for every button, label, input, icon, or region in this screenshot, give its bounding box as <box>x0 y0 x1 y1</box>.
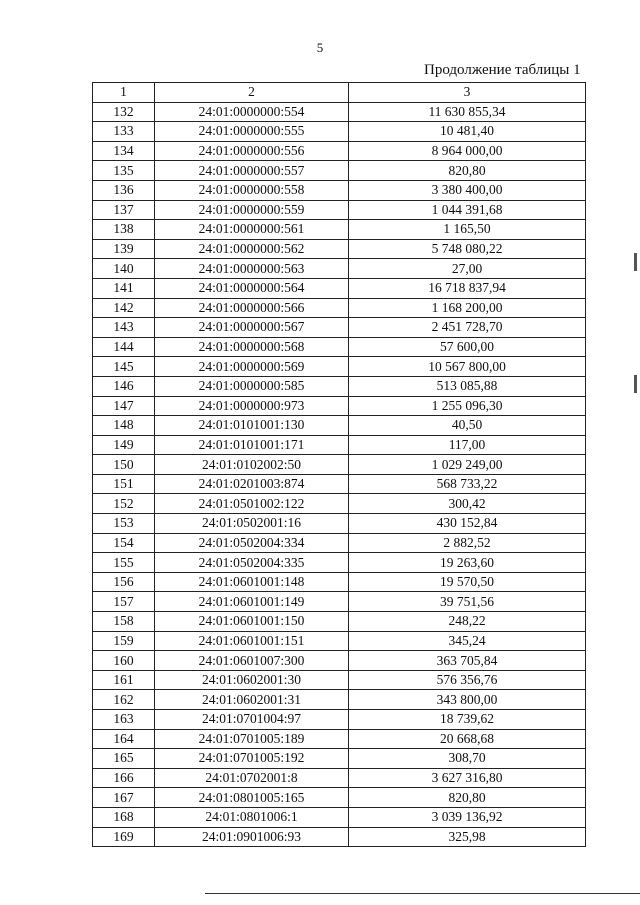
cadastral-number-cell: 24:01:0502004:334 <box>155 533 349 553</box>
value-cell: 39 751,56 <box>349 592 586 612</box>
table-row <box>93 651 586 671</box>
value-cell: 16 718 837,94 <box>349 278 586 298</box>
cadastral-number-cell: 24:01:0502001:16 <box>155 514 349 534</box>
table-row <box>93 788 586 808</box>
row-number-cell: 133 <box>93 122 155 142</box>
row-number-cell: 139 <box>93 239 155 259</box>
value-cell: 300,42 <box>349 494 586 514</box>
value-cell: 18 739,62 <box>349 710 586 730</box>
value-cell: 19 263,60 <box>349 553 586 573</box>
value-cell: 513 085,88 <box>349 376 586 396</box>
value-cell: 576 356,76 <box>349 670 586 690</box>
column-header: 3 <box>349 83 586 103</box>
cadastral-number-cell: 24:01:0601001:148 <box>155 572 349 592</box>
row-number-cell: 134 <box>93 141 155 161</box>
row-number-cell: 141 <box>93 278 155 298</box>
scan-edge-mark <box>634 253 637 271</box>
table-row <box>93 670 586 690</box>
value-cell: 57 600,00 <box>349 337 586 357</box>
cadastral-number-cell: 24:01:0801005:165 <box>155 788 349 808</box>
row-number-cell: 138 <box>93 220 155 240</box>
row-number-cell: 161 <box>93 670 155 690</box>
value-cell: 8 964 000,00 <box>349 141 586 161</box>
table-row <box>93 357 586 377</box>
value-cell: 40,50 <box>349 416 586 436</box>
row-number-cell: 153 <box>93 514 155 534</box>
table-row <box>93 416 586 436</box>
table-row <box>93 768 586 788</box>
row-number-cell: 137 <box>93 200 155 220</box>
row-number-cell: 151 <box>93 474 155 494</box>
row-number-cell: 164 <box>93 729 155 749</box>
cadastral-number-cell: 24:01:0502004:335 <box>155 553 349 573</box>
cadastral-number-cell: 24:01:0201003:874 <box>155 474 349 494</box>
row-number-cell: 158 <box>93 612 155 632</box>
cadastral-number-cell: 24:01:0901006:93 <box>155 827 349 847</box>
value-cell: 248,22 <box>349 612 586 632</box>
row-number-cell: 154 <box>93 533 155 553</box>
table-row <box>93 690 586 710</box>
value-cell: 1 165,50 <box>349 220 586 240</box>
row-number-cell: 146 <box>93 376 155 396</box>
table-row <box>93 102 586 122</box>
table-row <box>93 298 586 318</box>
row-number-cell: 142 <box>93 298 155 318</box>
row-number-cell: 168 <box>93 807 155 827</box>
value-cell: 325,98 <box>349 827 586 847</box>
row-number-cell: 169 <box>93 827 155 847</box>
value-cell: 2 451 728,70 <box>349 318 586 338</box>
cadastral-number-cell: 24:01:0701005:189 <box>155 729 349 749</box>
value-cell: 27,00 <box>349 259 586 279</box>
cadastral-number-cell: 24:01:0000000:555 <box>155 122 349 142</box>
value-cell: 10 567 800,00 <box>349 357 586 377</box>
cadastral-number-cell: 24:01:0601007:300 <box>155 651 349 671</box>
row-number-cell: 155 <box>93 553 155 573</box>
table-row <box>93 200 586 220</box>
row-number-cell: 160 <box>93 651 155 671</box>
value-cell: 19 570,50 <box>349 572 586 592</box>
table-row <box>93 494 586 514</box>
cadastral-number-cell: 24:01:0601001:151 <box>155 631 349 651</box>
row-number-cell: 150 <box>93 455 155 475</box>
table-row <box>93 455 586 475</box>
table-row <box>93 435 586 455</box>
scan-edge-mark <box>634 375 637 393</box>
cadastral-number-cell: 24:01:0000000:569 <box>155 357 349 377</box>
cadastral-number-cell: 24:01:0000000:561 <box>155 220 349 240</box>
value-cell: 1 168 200,00 <box>349 298 586 318</box>
table-row <box>93 278 586 298</box>
cadastral-number-cell: 24:01:0000000:564 <box>155 278 349 298</box>
row-number-cell: 136 <box>93 180 155 200</box>
cadastral-number-cell: 24:01:0701004:97 <box>155 710 349 730</box>
value-cell: 20 668,68 <box>349 729 586 749</box>
cadastral-number-cell: 24:01:0000000:566 <box>155 298 349 318</box>
table-row <box>93 533 586 553</box>
row-number-cell: 162 <box>93 690 155 710</box>
cadastral-number-cell: 24:01:0000000:558 <box>155 180 349 200</box>
cadastral-number-cell: 24:01:0000000:563 <box>155 259 349 279</box>
table-header-row <box>93 83 586 103</box>
table-row <box>93 572 586 592</box>
row-number-cell: 165 <box>93 749 155 769</box>
column-header: 1 <box>93 83 155 103</box>
value-cell: 5 748 080,22 <box>349 239 586 259</box>
cadastral-number-cell: 24:01:0102002:50 <box>155 455 349 475</box>
table-row <box>93 161 586 181</box>
row-number-cell: 140 <box>93 259 155 279</box>
value-cell: 11 630 855,34 <box>349 102 586 122</box>
row-number-cell: 159 <box>93 631 155 651</box>
row-number-cell: 156 <box>93 572 155 592</box>
table-row <box>93 376 586 396</box>
cadastral-number-cell: 24:01:0701005:192 <box>155 749 349 769</box>
table-row <box>93 592 586 612</box>
table-row <box>93 827 586 847</box>
table-row <box>93 553 586 573</box>
table-row <box>93 239 586 259</box>
value-cell: 568 733,22 <box>349 474 586 494</box>
cadastral-number-cell: 24:01:0501002:122 <box>155 494 349 514</box>
table-row <box>93 220 586 240</box>
cadastral-number-cell: 24:01:0000000:568 <box>155 337 349 357</box>
cadastral-number-cell: 24:01:0000000:557 <box>155 161 349 181</box>
data-table <box>92 82 586 847</box>
value-cell: 1 044 391,68 <box>349 200 586 220</box>
value-cell: 363 705,84 <box>349 651 586 671</box>
table-row <box>93 396 586 416</box>
value-cell: 1 255 096,30 <box>349 396 586 416</box>
bottom-rule <box>205 893 640 894</box>
cadastral-number-cell: 24:01:0801006:1 <box>155 807 349 827</box>
table-row <box>93 807 586 827</box>
row-number-cell: 152 <box>93 494 155 514</box>
row-number-cell: 144 <box>93 337 155 357</box>
cadastral-number-cell: 24:01:0000000:559 <box>155 200 349 220</box>
row-number-cell: 147 <box>93 396 155 416</box>
value-cell: 430 152,84 <box>349 514 586 534</box>
table-row <box>93 729 586 749</box>
value-cell: 3 039 136,92 <box>349 807 586 827</box>
table-row <box>93 180 586 200</box>
cadastral-number-cell: 24:01:0101001:130 <box>155 416 349 436</box>
value-cell: 117,00 <box>349 435 586 455</box>
table-row <box>93 141 586 161</box>
row-number-cell: 132 <box>93 102 155 122</box>
cadastral-number-cell: 24:01:0602001:31 <box>155 690 349 710</box>
cadastral-number-cell: 24:01:0000000:567 <box>155 318 349 338</box>
value-cell: 820,80 <box>349 788 586 808</box>
cadastral-number-cell: 24:01:0000000:973 <box>155 396 349 416</box>
cadastral-number-cell: 24:01:0601001:150 <box>155 612 349 632</box>
table-row <box>93 318 586 338</box>
row-number-cell: 145 <box>93 357 155 377</box>
table-row <box>93 631 586 651</box>
row-number-cell: 149 <box>93 435 155 455</box>
row-number-cell: 163 <box>93 710 155 730</box>
cadastral-number-cell: 24:01:0702001:8 <box>155 768 349 788</box>
row-number-cell: 148 <box>93 416 155 436</box>
table-row <box>93 474 586 494</box>
value-cell: 10 481,40 <box>349 122 586 142</box>
cadastral-number-cell: 24:01:0000000:556 <box>155 141 349 161</box>
row-number-cell: 166 <box>93 768 155 788</box>
cadastral-number-cell: 24:01:0601001:149 <box>155 592 349 612</box>
value-cell: 345,24 <box>349 631 586 651</box>
table-caption: Продолжение таблицы 1 <box>424 62 581 78</box>
value-cell: 820,80 <box>349 161 586 181</box>
value-cell: 343 800,00 <box>349 690 586 710</box>
cadastral-number-cell: 24:01:0000000:585 <box>155 376 349 396</box>
row-number-cell: 167 <box>93 788 155 808</box>
cadastral-number-cell: 24:01:0000000:562 <box>155 239 349 259</box>
row-number-cell: 135 <box>93 161 155 181</box>
cadastral-number-cell: 24:01:0602001:30 <box>155 670 349 690</box>
table-row <box>93 122 586 142</box>
value-cell: 2 882,52 <box>349 533 586 553</box>
cadastral-number-cell: 24:01:0000000:554 <box>155 102 349 122</box>
value-cell: 3 627 316,80 <box>349 768 586 788</box>
cadastral-number-cell: 24:01:0101001:171 <box>155 435 349 455</box>
value-cell: 1 029 249,00 <box>349 455 586 475</box>
row-number-cell: 157 <box>93 592 155 612</box>
table-row <box>93 514 586 534</box>
table-row <box>93 259 586 279</box>
page-number: 5 <box>316 40 324 55</box>
table-row <box>93 710 586 730</box>
table-row <box>93 337 586 357</box>
table-row <box>93 749 586 769</box>
value-cell: 3 380 400,00 <box>349 180 586 200</box>
value-cell: 308,70 <box>349 749 586 769</box>
row-number-cell: 143 <box>93 318 155 338</box>
table-row <box>93 612 586 632</box>
table-body <box>93 102 586 847</box>
column-header: 2 <box>155 83 349 103</box>
